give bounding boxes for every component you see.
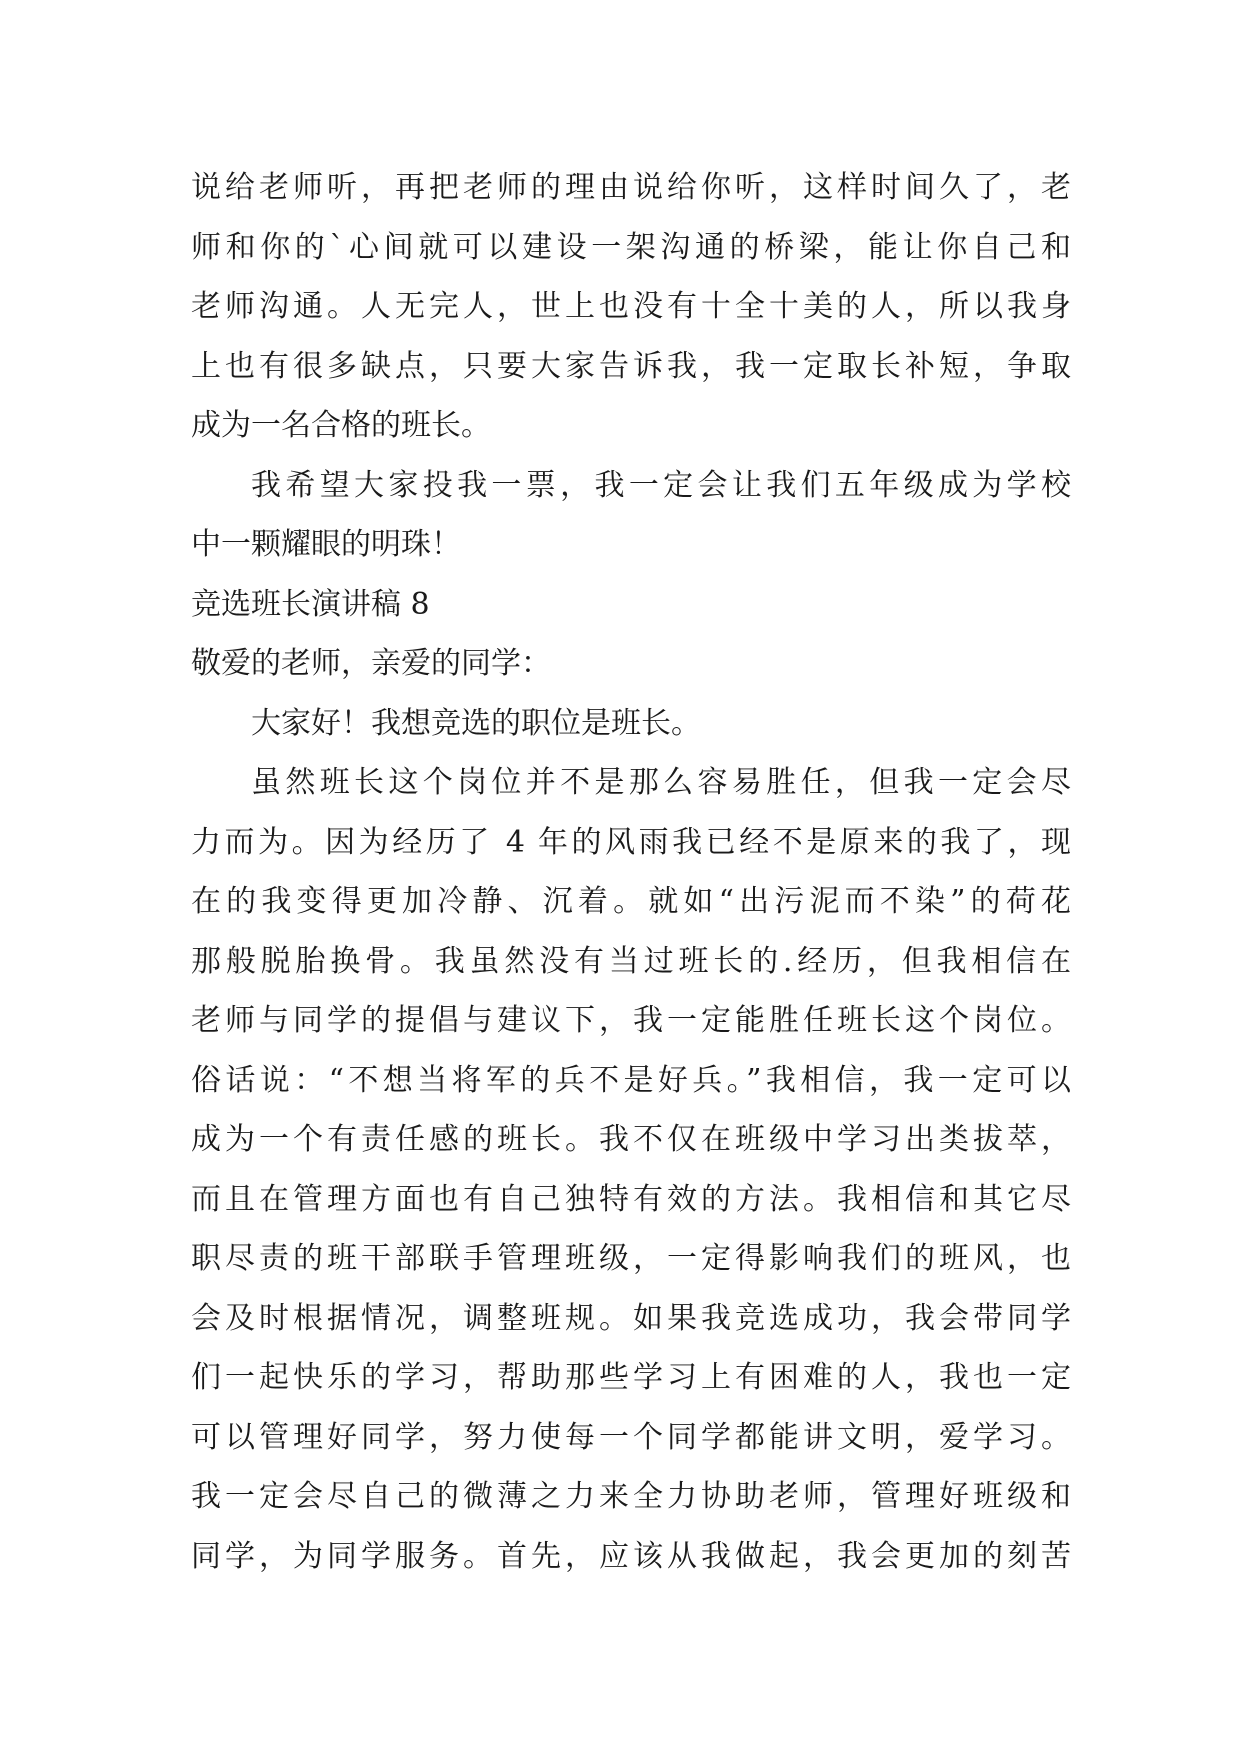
- text-line: 师和你的`心间就可以建设一架沟通的桥梁，能让你自己和: [191, 230, 1071, 265]
- text-line: 力而为。因为经历了 4 年的风雨我已经不是原来的我了，现: [191, 825, 1071, 860]
- text-line: 说给老师听，再把老师的理由说给你听，这样时间久了，老: [191, 170, 1071, 205]
- text-line: 中一颗耀眼的明珠！: [191, 527, 461, 562]
- section-heading: 竞选班长演讲稿 8: [191, 587, 430, 622]
- text-line: 同学，为同学服务。首先，应该从我做起，我会更加的刻苦: [191, 1539, 1071, 1574]
- text-line: 我一定会尽自己的微薄之力来全力协助老师，管理好班级和: [191, 1479, 1071, 1514]
- salutation: 敬爱的老师，亲爱的同学：: [191, 646, 551, 681]
- text-line: 大家好！我想竞选的职位是班长。: [251, 706, 701, 741]
- text-line: 俗话说：“不想当将军的兵不是好兵。”我相信，我一定可以: [191, 1063, 1071, 1098]
- text-line: 在的我变得更加冷静、沉着。就如“出污泥而不染”的荷花: [191, 884, 1071, 919]
- text-line: 们一起快乐的学习，帮助那些学习上有困难的人，我也一定: [191, 1360, 1071, 1395]
- text-line: 会及时根据情况，调整班规。如果我竞选成功，我会带同学: [191, 1301, 1071, 1336]
- text-line: 那般脱胎换骨。我虽然没有当过班长的.经历，但我相信在: [191, 944, 1071, 979]
- text-line: 成为一名合格的班长。: [191, 408, 491, 443]
- text-line: 老师沟通。人无完人，世上也没有十全十美的人，所以我身: [191, 289, 1071, 324]
- text-line: 我希望大家投我一票，我一定会让我们五年级成为学校: [251, 468, 1071, 503]
- text-line: 可以管理好同学，努力使每一个同学都能讲文明，爱学习。: [191, 1420, 1071, 1455]
- text-line: 成为一个有责任感的班长。我不仅在班级中学习出类拔萃，: [191, 1122, 1071, 1157]
- text-line: 上也有很多缺点，只要大家告诉我，我一定取长补短，争取: [191, 349, 1071, 384]
- text-line: 职尽责的班干部联手管理班级，一定得影响我们的班风，也: [191, 1241, 1071, 1276]
- text-line: 虽然班长这个岗位并不是那么容易胜任，但我一定会尽: [251, 765, 1071, 800]
- text-line: 老师与同学的提倡与建议下，我一定能胜任班长这个岗位。: [191, 1003, 1071, 1038]
- text-line: 而且在管理方面也有自己独特有效的方法。我相信和其它尽: [191, 1182, 1071, 1217]
